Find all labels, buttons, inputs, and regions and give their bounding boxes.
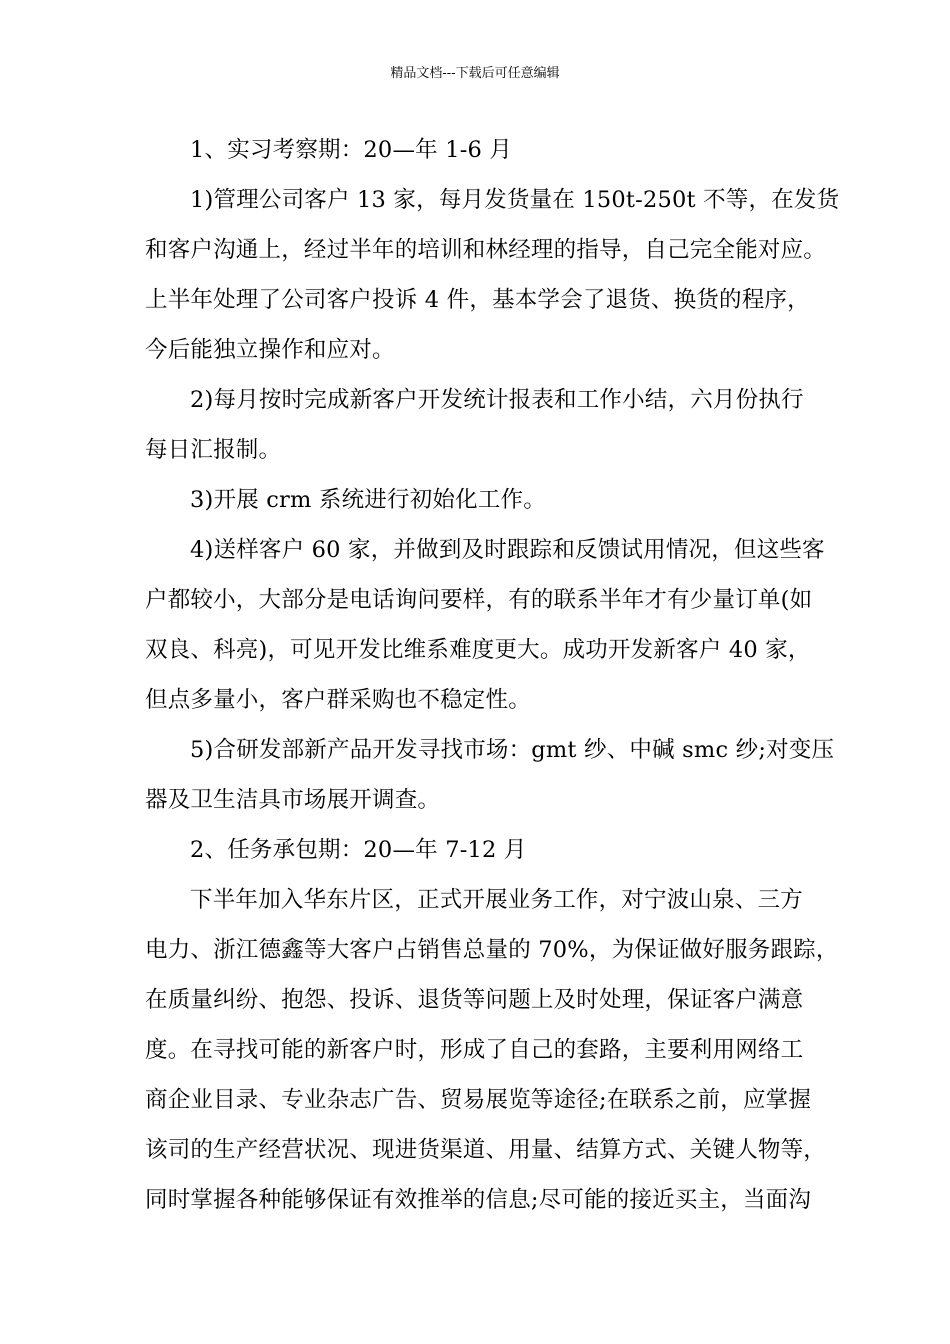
text-line: 度。在寻找可能的新客户时，形成了自己的套路，主要利用网络工 (145, 1037, 804, 1063)
text-line: 5)合研发部新产品开发寻找市场：gmt 纱、中碱 smc 纱;对变压 (190, 737, 835, 763)
section-heading: 2、任务承包期：20—年 7-12 月 (190, 837, 527, 863)
page-header: 精品文档---下载后可任意编辑 (390, 66, 560, 81)
text-line: 1)管理公司客户 13 家，每月发货量在 150t-250t 不等，在发货 (190, 187, 840, 213)
text-line: 4)送样客户 60 家，并做到及时跟踪和反馈试用情况，但这些客 (190, 537, 825, 563)
text-line: 每日汇报制。 (145, 437, 282, 463)
section-heading: 1、实习考察期：20—年 1-6 月 (190, 137, 513, 163)
text-line: 在质量纠纷、抱怨、投诉、退货等问题上及时处理，保证客户满意 (145, 987, 804, 1013)
text-line: 同时掌握各种能够保证有效推举的信息;尽可能的接近买主，当面沟 (145, 1187, 812, 1213)
text-line: 商企业目录、专业杂志广告、贸易展览等途径;在联系之前，应掌握 (145, 1087, 812, 1113)
text-line: 下半年加入华东片区，正式开展业务工作，对宁波山泉、三方 (190, 887, 803, 913)
text-line: 该司的生产经营状况、现进货渠道、用量、结算方式、关键人物等， (145, 1137, 827, 1163)
text-line: 户都较小，大部分是电话询问要样，有的联系半年才有少量订单(如 (145, 587, 813, 613)
text-line: 和客户沟通上，经过半年的培训和林经理的指导，自己完全能对应。 (145, 237, 827, 263)
text-line: 但点多量小，客户群采购也不稳定性。 (145, 687, 531, 713)
text-line: 电力、浙江德鑫等大客户占销售总量的 70%，为保证做好服务跟踪， (145, 937, 839, 963)
text-line: 2)每月按时完成新客户开发统计报表和工作小结，六月份执行 (190, 387, 804, 413)
text-line: 双良、科亮)，可见开发比维系难度更大。成功开发新客户 40 家， (145, 637, 811, 663)
text-line: 器及卫生洁具市场展开调查。 (145, 787, 441, 813)
text-line: 今后能独立操作和应对。 (145, 337, 395, 363)
text-line: 上半年处理了公司客户投诉 4 件，基本学会了退货、换货的程序， (145, 287, 810, 313)
text-line: 3)开展 crm 系统进行初始化工作。 (190, 487, 546, 513)
